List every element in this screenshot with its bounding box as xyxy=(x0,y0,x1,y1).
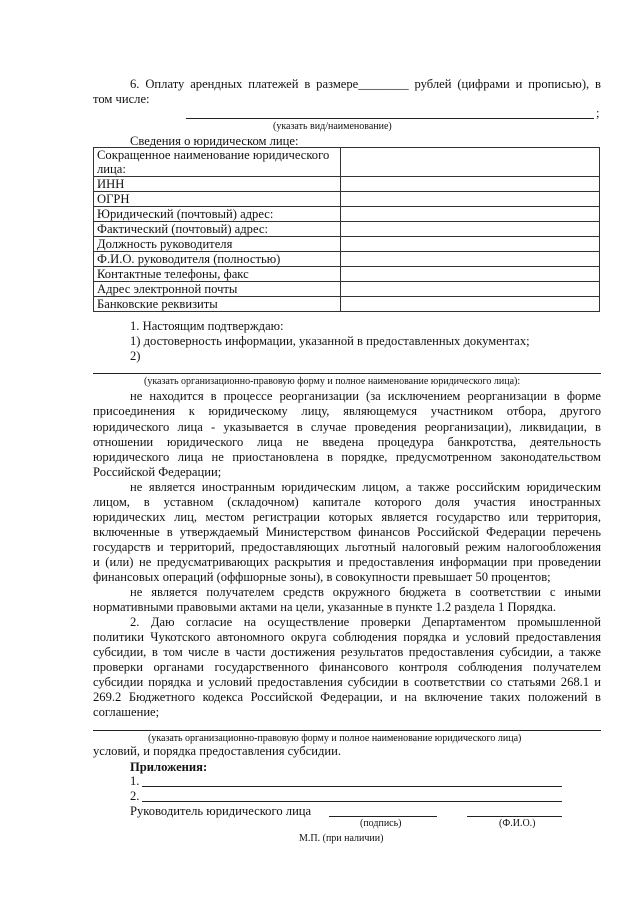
table-row xyxy=(94,177,600,192)
foreign-line: финансовых операций (оффшорные зоны), в совокупности превышает 50 процентов; xyxy=(93,570,551,584)
foreign-line: и (или) не предусматривающих раскрытия и предоставления информации при проведении xyxy=(93,555,601,569)
row-value-field[interactable] xyxy=(341,282,600,297)
table-row xyxy=(94,282,600,297)
row-label: ОГРН xyxy=(94,192,341,207)
consent-line: субсидии порядка и условий предоставления субсидии в соответствии со статьями 268.1 и xyxy=(93,675,601,689)
reorg-line: юридического лица - указывается в случае проведения реорганизации), ликвидации, в xyxy=(93,420,601,434)
name-line[interactable] xyxy=(467,816,562,817)
payment-line-1: 6. Оплату арендных платежей в размере________ рублей (цифрами и прописью), в xyxy=(130,77,601,91)
stamp-caption: М.П. (при наличии) xyxy=(299,833,384,844)
row-value-field[interactable] xyxy=(341,267,600,282)
attachments-heading: Приложения: xyxy=(130,760,208,774)
confirm-item-1: 1. Настоящим подтверждаю: xyxy=(130,319,284,333)
attachment-item-2-line[interactable] xyxy=(142,801,562,802)
confirm-entity-underline xyxy=(93,373,601,374)
consent-line: 2. Даю согласие на осуществление проверки Департаментом промышленной xyxy=(130,615,601,629)
row-value-field[interactable] xyxy=(341,252,600,267)
reorg-line: не находится в процессе реорганизации (за исключением реорганизации в форме xyxy=(130,389,601,403)
signature-caption: (подпись) xyxy=(360,818,402,829)
reorg-line: отношении юридического лица не введена процедура банкротства, деятельность xyxy=(93,435,601,449)
budget-line: не является получателем средств окружного бюджета в соответствии с иными xyxy=(130,585,601,599)
consent-tail: условий, и порядка предоставления субсидии. xyxy=(93,744,341,758)
table-row xyxy=(94,192,600,207)
attachment-item-1-label: 1. xyxy=(130,774,140,788)
reorg-line: юридического лица не приостановлена в порядке, предусмотренном законодательством xyxy=(93,450,601,464)
row-label: Ф.И.О. руководителя (полностью) xyxy=(94,252,341,267)
payment-caption: (указать вид/наименование) xyxy=(273,121,392,132)
consent-line: 269.2 Бюджетного кодекса Российской Федерации, и на включение таких положений в xyxy=(93,690,601,704)
row-label: Должность руководителя xyxy=(94,237,341,252)
attachment-item-2-label: 2. xyxy=(130,789,140,803)
row-label: ИНН xyxy=(94,177,341,192)
row-label: Контактные телефоны, факс xyxy=(94,267,341,282)
foreign-line: юридических лиц, местом регистрации которых является государство или территория, xyxy=(93,510,601,524)
consent-entity-underline xyxy=(93,730,601,731)
consent-line: соглашение; xyxy=(93,705,160,719)
row-value-field[interactable] xyxy=(341,222,600,237)
legal-entity-table xyxy=(93,147,600,312)
signature-label: Руководитель юридического лица xyxy=(130,804,312,818)
table-row xyxy=(94,237,600,252)
table-row xyxy=(94,222,600,237)
row-value-field[interactable] xyxy=(341,297,600,312)
reorg-line: присоединения к юридическому лицу, являющемуся участником отбора, другого xyxy=(93,404,601,418)
table-row xyxy=(94,207,600,222)
signature-line[interactable] xyxy=(329,816,437,817)
consent-caption: (указать организационно-правовую форму и полное наименование юридического лица) xyxy=(148,733,522,744)
table-row xyxy=(94,297,600,312)
name-caption: (Ф.И.О.) xyxy=(499,818,536,829)
consent-line: субсидии, в том числе в части достижения результатов предоставления субсидии, а также xyxy=(93,645,601,659)
row-value-field[interactable] xyxy=(341,192,600,207)
foreign-line: не является иностранным юридическим лицом, а также российским юридическим xyxy=(130,480,601,494)
table-row xyxy=(94,148,600,177)
row-label: Юридический (почтовый) адрес: xyxy=(94,207,341,222)
confirm-item-1-2: 2) xyxy=(130,349,141,363)
row-label: Адрес электронной почты xyxy=(94,282,341,297)
table-row xyxy=(94,267,600,282)
row-label: Фактический (почтовый) адрес: xyxy=(94,222,341,237)
row-value-field[interactable] xyxy=(341,177,600,192)
consent-line: проверки органами государственного финансового контроля соблюдения получателем xyxy=(93,660,601,674)
row-label: Банковские реквизиты xyxy=(94,297,341,312)
row-value-field[interactable] xyxy=(341,207,600,222)
confirm-item-1-1: 1) достоверность информации, указанной в предоставленных документах; xyxy=(130,334,530,348)
payment-kind-underline xyxy=(186,118,594,119)
payment-semicolon: ; xyxy=(596,106,600,120)
consent-line: политики Чукотского автономного округа соблюдения порядка и условий предоставления xyxy=(93,630,601,644)
legal-entity-heading: Сведения о юридическом лице: xyxy=(130,134,299,148)
confirm-caption: (указать организационно-правовую форму и полное наименование юридического лица): xyxy=(144,376,521,387)
foreign-line: включенные в утверждаемый Министерством финансов Российской Федерации перечень xyxy=(93,525,601,539)
attachment-item-1-line[interactable] xyxy=(142,786,562,787)
row-label: Сокращенное наименование юридического лица: xyxy=(94,148,341,177)
foreign-line: государств и территорий, предоставляющих льготный налоговый режим налогообложения xyxy=(93,540,601,554)
budget-line: нормативными правовыми актами на цели, указанные в пункте 1.2 раздела 1 Порядка. xyxy=(93,600,557,614)
table-row xyxy=(94,252,600,267)
reorg-line: Российской Федерации; xyxy=(93,465,222,479)
foreign-line: лицом, в уставном (складочном) капитале которого доля участия иностранных xyxy=(93,495,601,509)
row-value-field[interactable] xyxy=(341,148,600,177)
row-value-field[interactable] xyxy=(341,237,600,252)
payment-line-2: том числе: xyxy=(93,92,150,106)
